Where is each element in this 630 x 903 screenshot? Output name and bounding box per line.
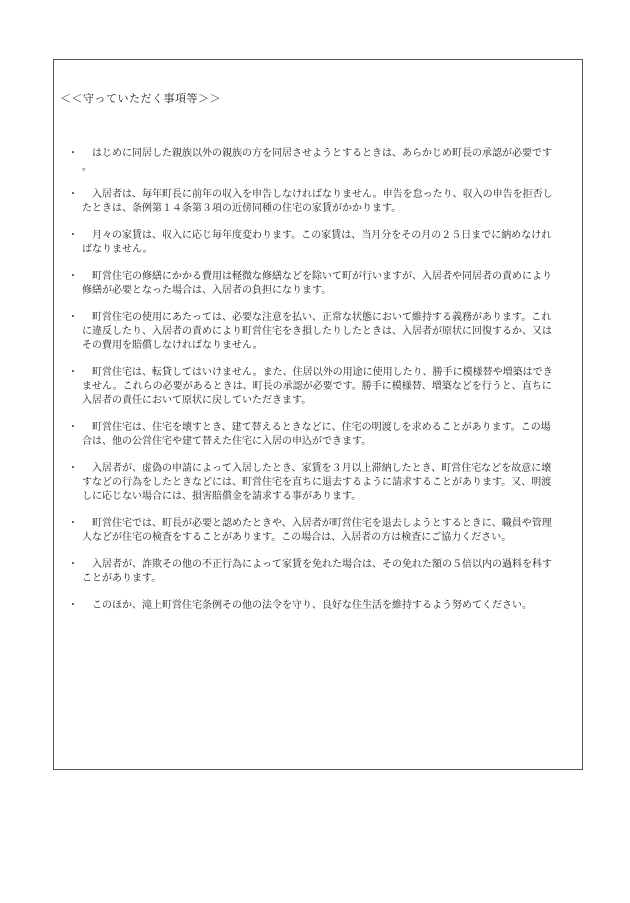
rule-text: 入居者は、毎年町長に前年の収入を申告しなければなりません。申告を怠ったり、収入の申告を拒否したときは、条例第１４条第３項の近傍同種の住宅の家賃がかかります。 (82, 189, 553, 214)
rule-text: 町営住宅では、町長が必要と認めたときや、入居者が町営住宅を退去しようとするときに、職員や管理人などが住宅の検査をすることがあります。この場合は、入居者の方は検査にご協力ください。 (82, 518, 552, 543)
rule-item-3 (68, 229, 560, 257)
rule-item-8 (68, 462, 560, 504)
rule-text: 入居者が、詐欺その他の不正行為によって家賃を免れた場合は、その免れた額の５倍以内の過料を科すことがあります。 (82, 559, 552, 584)
rules-list (68, 147, 560, 626)
rule-text: 月々の家賃は、収入に応じ毎年度変わります。この家賃は、当月分をその月の２５日までに納めなければなりません。 (82, 230, 552, 255)
bullet: ・ (68, 559, 78, 570)
rule-item-2 (68, 188, 560, 216)
bullet: ・ (68, 271, 78, 282)
rule-item-10 (68, 558, 560, 586)
bullet: ・ (68, 600, 78, 611)
rule-text: このほか、滝上町営住宅条例その他の法令を守り、良好な住生活を維持するよう努めてください。 (82, 600, 532, 611)
rule-item-11 (68, 599, 560, 613)
bullet: ・ (68, 367, 78, 378)
rule-item-7 (68, 421, 560, 449)
rule-text: 町営住宅の修繕にかかる費用は軽微な修繕などを除いて町が行いますが、入居者や同居者の責めにより修繕が必要となった場合は、入居者の負担になります。 (82, 271, 552, 296)
rule-text: 町営住宅は、転貸してはいけません。また、住居以外の用途に使用したり、勝手に模様替や増築はできません。これらの必要があるときは、町長の承認が必要です。勝手に模様替、増築などを行うと、直ちに入居者の責任において原状に戻していただきます。 (82, 367, 553, 406)
bullet: ・ (68, 312, 78, 323)
rule-item-4 (68, 270, 560, 298)
rule-text: 町営住宅は、住宅を壊すとき、建て替えるときなどに、住宅の明渡しを求めることがあります。この場合は、他の公営住宅や建て替えた住宅に入居の申込ができます。 (82, 422, 551, 447)
rule-item-1 (68, 147, 560, 175)
section-heading: ＜＜守っていただく事項等＞＞ (60, 92, 221, 105)
bullet: ・ (68, 189, 78, 200)
bullet: ・ (68, 230, 78, 241)
rule-text: 入居者が、虚偽の申請によって入居したとき、家賃を３月以上滞納したとき、町営住宅などを故意に壊すなどの行為をしたときなどには、町営住宅を直ちに退去するように請求することがあります。又、明渡しに応じない場合には、損害賠償金を請求する事があります。 (82, 463, 552, 502)
bullet: ・ (68, 518, 78, 529)
rule-item-9 (68, 517, 560, 545)
rule-item-6 (68, 366, 560, 408)
bullet: ・ (68, 463, 78, 474)
rule-text: 町営住宅の使用にあたっては、必要な注意を払い、正常な状態において維持する義務があります。これに違反したり、入居者の責めにより町営住宅をき損したりしたときは、入居者が原状に回復するか、又はその費用を賠償しなければなりません。 (82, 312, 552, 351)
rule-item-5 (68, 311, 560, 353)
bullet: ・ (68, 422, 78, 433)
rule-text: はじめに同居した親族以外の親族の方を同居させようとするときは、あらかじめ町長の承認が必要です。 (82, 148, 552, 173)
bullet: ・ (68, 148, 78, 159)
